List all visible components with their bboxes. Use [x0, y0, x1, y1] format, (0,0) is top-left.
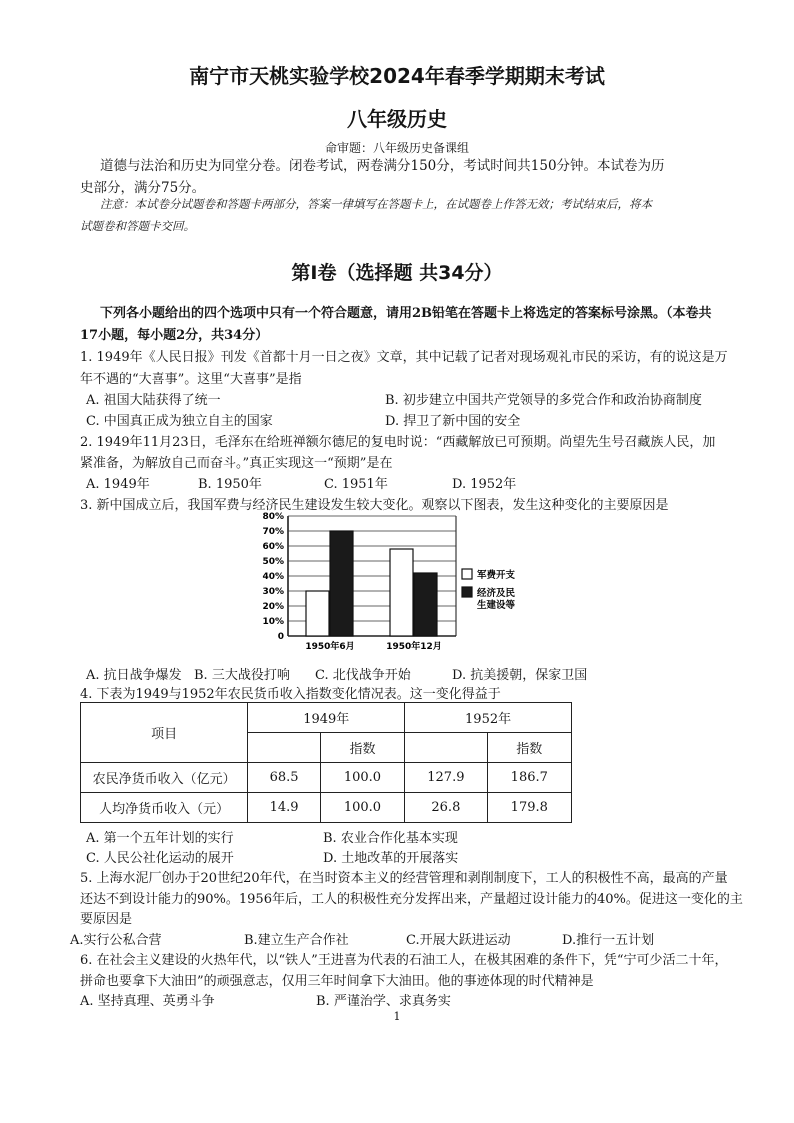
q5-option-c: C.开展大跃进运动 [406, 933, 511, 948]
q3-option-a: A. 抗日战争爆发 [86, 668, 182, 683]
exam-title: 南宁市天桃实验学校2024年春季学期期末考试 [189, 64, 605, 88]
q3-option-b: B. 三大战役打响 [194, 668, 290, 683]
cell-index: 100.0 [320, 763, 404, 793]
table-header-1952: 1952年 [405, 703, 572, 733]
q2-option-b: B. 1950年 [198, 477, 262, 492]
y-tick-label: 20% [262, 602, 284, 612]
q2-stem-1: 2. 1949年11月23日，毛泽东在给班禅额尔德尼的复电时说：“西藏解放已可预期。尚望先生号召藏族人民，加 [80, 435, 716, 450]
q3-option-d: D. 抗美援朝，保家卫国 [452, 668, 588, 683]
q5-option-a: A.实行公私合营 [70, 933, 162, 948]
bar [414, 573, 437, 636]
table-subheader-index-1949: 指数 [320, 733, 404, 763]
y-tick-label: 10% [262, 617, 284, 627]
y-tick-label: 60% [262, 542, 284, 552]
bar [330, 531, 353, 636]
q5-option-b: B.建立生产合作社 [244, 933, 349, 948]
q4-option-d: D. 土地改革的开展落实 [323, 851, 459, 866]
note-line-1: 注意：本试卷分试题卷和答题卡两部分，答案一律填写在答题卡上，在试题卷上作答无效；考试结束后，将本 [100, 197, 652, 211]
q4-option-b: B. 农业合作化基本实现 [323, 831, 458, 846]
y-tick-label: 50% [262, 557, 284, 567]
q5-stem-3: 要原因是 [80, 912, 133, 927]
y-tick-label: 0 [277, 632, 284, 642]
table-row [81, 793, 572, 823]
x-axis-labels [305, 640, 441, 652]
q1-stem-2: 年不遇的“大喜事”。这里“大喜事”是指 [80, 372, 302, 387]
q6-stem-2: 拼命也要拿下大油田”的顽强意志，仅用三年时间拿下大油田。他的事迹体现的时代精神是 [80, 974, 594, 989]
cell-value: 14.9 [248, 793, 320, 823]
q3-bar-chart [240, 506, 560, 656]
y-tick-label: 80% [262, 512, 284, 522]
table-subheader-index-1952: 指数 [487, 733, 571, 763]
cell-index: 100.0 [320, 793, 404, 823]
legend-label: 生建设等 [477, 600, 516, 611]
legend-label: 军费开支 [477, 570, 516, 581]
q2-option-d: D. 1952年 [452, 477, 517, 492]
bar [390, 549, 413, 636]
q2-option-a: A. 1949年 [86, 477, 150, 492]
q6-option-a: A. 坚持真理、英勇斗争 [80, 994, 215, 1009]
q4-stem: 4. 下表为1949与1952年农民货币收入指数变化情况表。这一变化得益于 [80, 687, 501, 702]
cell-index: 179.8 [487, 793, 571, 823]
q1-option-b: B. 初步建立中国共产党领导的多党合作和政治协商制度 [385, 393, 702, 408]
cell-value: 68.5 [248, 763, 320, 793]
subject-title: 八年级历史 [347, 107, 447, 131]
legend-label: 经济及民 [477, 588, 516, 599]
cell-index: 186.7 [487, 763, 571, 793]
table-subheader-value-1952 [405, 733, 487, 763]
row-label: 人均净货币收入（元） [81, 793, 248, 823]
page-number: 1 [393, 1010, 401, 1023]
table-header-item: 项目 [81, 703, 248, 763]
q2-stem-2: 紧准备，为解放自己而奋斗。”真正实现这一“预期”是在 [80, 456, 393, 471]
chart-legend [462, 569, 516, 611]
note-line-2: 试题卷和答题卡交回。 [80, 219, 195, 233]
x-tick-label: 1950年12月 [386, 642, 442, 652]
x-tick-label: 1950年6月 [305, 642, 355, 652]
legend-swatch [462, 569, 472, 579]
y-tick-label: 70% [262, 527, 284, 537]
q5-option-d: D.推行一五计划 [562, 933, 655, 948]
bar-group [306, 531, 437, 636]
setter-line: 命审题：八年级历史备课组 [324, 141, 469, 155]
section-title: 第Ⅰ卷（选择题 共34分） [291, 262, 503, 284]
q4-option-a: A. 第一个五年计划的实行 [86, 831, 234, 846]
q1-option-a: A. 祖国大陆获得了统一 [86, 393, 221, 408]
bar [306, 591, 329, 636]
y-tick-label: 30% [262, 587, 284, 597]
q4-option-c: C. 人民公社化运动的展开 [86, 851, 234, 866]
q6-option-b: B. 严谨治学、求真务实 [316, 994, 451, 1009]
q3-option-c: C. 北伐战争开始 [315, 668, 411, 683]
table-header-1949: 1949年 [248, 703, 405, 733]
section-instruction-2: 17小题，每小题2分，共34分） [80, 328, 269, 343]
q1-option-d: D. 捍卫了新中国的安全 [385, 414, 521, 429]
q5-stem-2: 还达不到设计能力的90%。1956年后，工人的积极性充分发挥出来，产量超过设计能力的40%。促进这一变化的主 [80, 892, 743, 907]
income-table [80, 702, 572, 823]
cell-value: 26.8 [405, 793, 487, 823]
cell-value: 127.9 [405, 763, 487, 793]
table-subheader-value-1949 [248, 733, 320, 763]
q3-stem: 3. 新中国成立后，我国军费与经济民生建设发生较大变化。观察以下图表，发生这种变化的主要原因是 [80, 498, 669, 513]
legend-swatch [462, 587, 472, 597]
q6-stem-1: 6. 在社会主义建设的火热年代，以“铁人”王进喜为代表的石油工人，在极其困难的条件下，凭“宁可少活二十年， [80, 953, 728, 968]
y-tick-label: 40% [262, 572, 284, 582]
row-label: 农民净货币收入（亿元） [81, 763, 248, 793]
intro-line-1: 道德与法治和历史为同堂分卷。闭卷考试，两卷满分150分，考试时间共150分钟。本试卷为历 [100, 158, 665, 174]
intro-line-2: 史部分，满分75分。 [80, 180, 206, 196]
table-row [81, 763, 572, 793]
q5-stem-1: 5. 上海水泥厂创办于20世纪20年代，在当时资本主义的经营管理和剥削制度下，工人的积极性不高，最高的产量 [80, 871, 728, 886]
q1-option-c: C. 中国真正成为独立自主的国家 [86, 414, 273, 429]
section-instruction-1: 下列各小题给出的四个选项中只有一个符合题意，请用2B铅笔在答题卡上将选定的答案标号涂黑。（本卷共 [100, 306, 712, 321]
q1-stem-1: 1. 1949年《人民日报》刊发《首都十月一日之夜》文章，其中记载了记者对现场观礼市民的采访，有的说这是万 [80, 350, 728, 365]
q2-option-c: C. 1951年 [324, 477, 388, 492]
